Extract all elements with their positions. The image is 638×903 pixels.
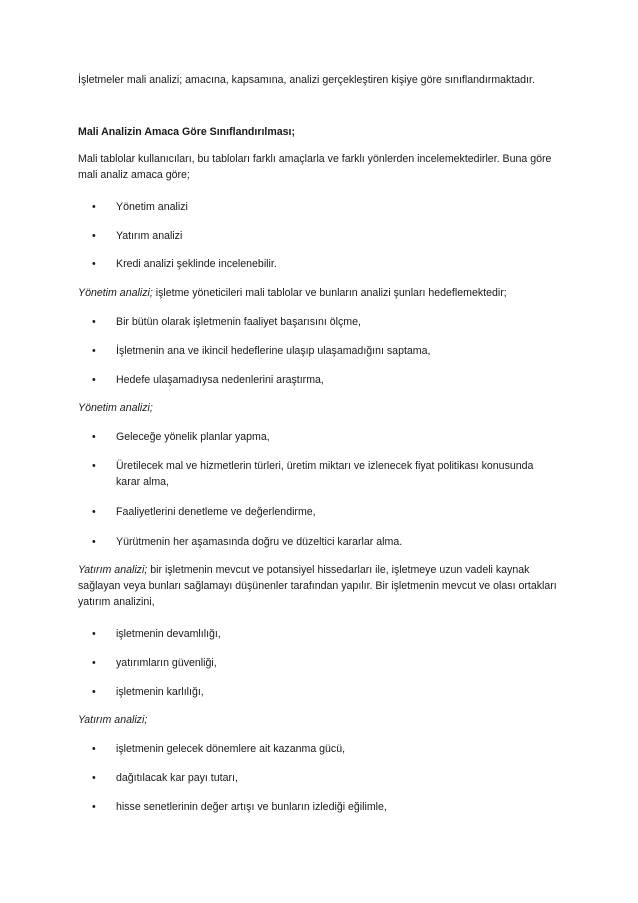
section-heading: Mali Analizin Amaca Göre Sınıflandırılması; xyxy=(78,126,296,138)
bullet-icon: • xyxy=(92,345,96,357)
list-item-text: hisse senetlerinin değer artışı ve bunların izlediği eğilimle, xyxy=(116,801,387,813)
list-item-text: Geleceğe yönelik planlar yapma, xyxy=(116,431,270,443)
investment-label: Yatırım analizi; xyxy=(78,714,148,726)
list-item-text: Bir bütün olarak işletmenin faaliyet başarısını ölçme, xyxy=(116,316,361,328)
list-item-text: işletmenin gelecek dönemlere ait kazanma gücü, xyxy=(116,743,346,755)
investment-intro-paragraph xyxy=(78,562,568,610)
bullet-icon: • xyxy=(92,431,96,443)
bullet-icon: • xyxy=(92,230,96,242)
bullet-icon: • xyxy=(92,686,96,698)
bullet-icon: • xyxy=(92,316,96,328)
bullet-icon: • xyxy=(92,743,96,755)
list-item-text: işletmenin karlılığı, xyxy=(116,686,204,698)
purpose-intro-paragraph: Mali tablolar kullanıcıları, bu tabloları farklı amaçlarla ve farklı yönlerden incelemektedirler. Buna göre mali analiz amaca göre; xyxy=(78,153,552,181)
management-label: Yönetim analizi; xyxy=(78,402,153,414)
list-item-text: Yatırım analizi xyxy=(116,230,183,242)
intro-paragraph: İşletmeler mali analizi; amacına, kapsamına, analizi gerçekleştiren kişiye göre sınıflandırmaktadır. xyxy=(78,74,535,86)
bullet-icon: • xyxy=(92,374,96,386)
paragraph-text: bir işletmenin mevcut ve potansiyel hissedarları ile, işletmeye uzun vadeli kaynak sağlayan veya bunları sağlamayı düşünenler tarafından yapılır. Bir işletmenin mevcut ve olası ortakları yatırım analizini, xyxy=(78,564,557,608)
bullet-icon: • xyxy=(92,258,96,270)
bullet-icon: • xyxy=(92,772,96,784)
list-item-text: işletmenin devamlılığı, xyxy=(116,628,221,640)
bullet-icon: • xyxy=(92,628,96,640)
list-item-text: Yönetim analizi xyxy=(116,201,188,213)
bullet-icon: • xyxy=(92,801,96,813)
bullet-icon: • xyxy=(92,536,96,548)
list-item-text: Kredi analizi şeklinde incelenebilir. xyxy=(116,258,277,270)
bullet-icon: • xyxy=(92,657,96,669)
list-item-text: Hedefe ulaşamadıysa nedenlerini araştırma, xyxy=(116,374,324,386)
bullet-icon: • xyxy=(92,201,96,213)
paragraph-text: işletme yöneticileri mali tablolar ve bunların analizi şunları hedeflemektedir; xyxy=(152,287,507,299)
list-item-text: Üretilecek mal ve hizmetlerin türleri, üretim miktarı ve izlenecek fiyat politikası konusunda karar alma, xyxy=(116,460,534,488)
list-item-text: yatırımların güvenliği, xyxy=(116,657,217,669)
term-label: Yönetim analizi; xyxy=(78,287,153,299)
management-intro-paragraph xyxy=(78,285,568,301)
term-label: Yatırım analizi; xyxy=(78,564,148,576)
list-item-text: Yürütmenin her aşamasında doğru ve düzeltici kararlar alma. xyxy=(116,536,403,548)
list-item-text: dağıtılacak kar payı tutarı, xyxy=(116,772,238,784)
list-item-text: İşletmenin ana ve ikincil hedeflerine ulaşıp ulaşamadığını saptama, xyxy=(116,345,431,357)
list-item-text: Faaliyetlerini denetleme ve değerlendirme, xyxy=(116,506,316,518)
bullet-icon: • xyxy=(92,506,96,518)
bullet-icon: • xyxy=(92,460,96,472)
